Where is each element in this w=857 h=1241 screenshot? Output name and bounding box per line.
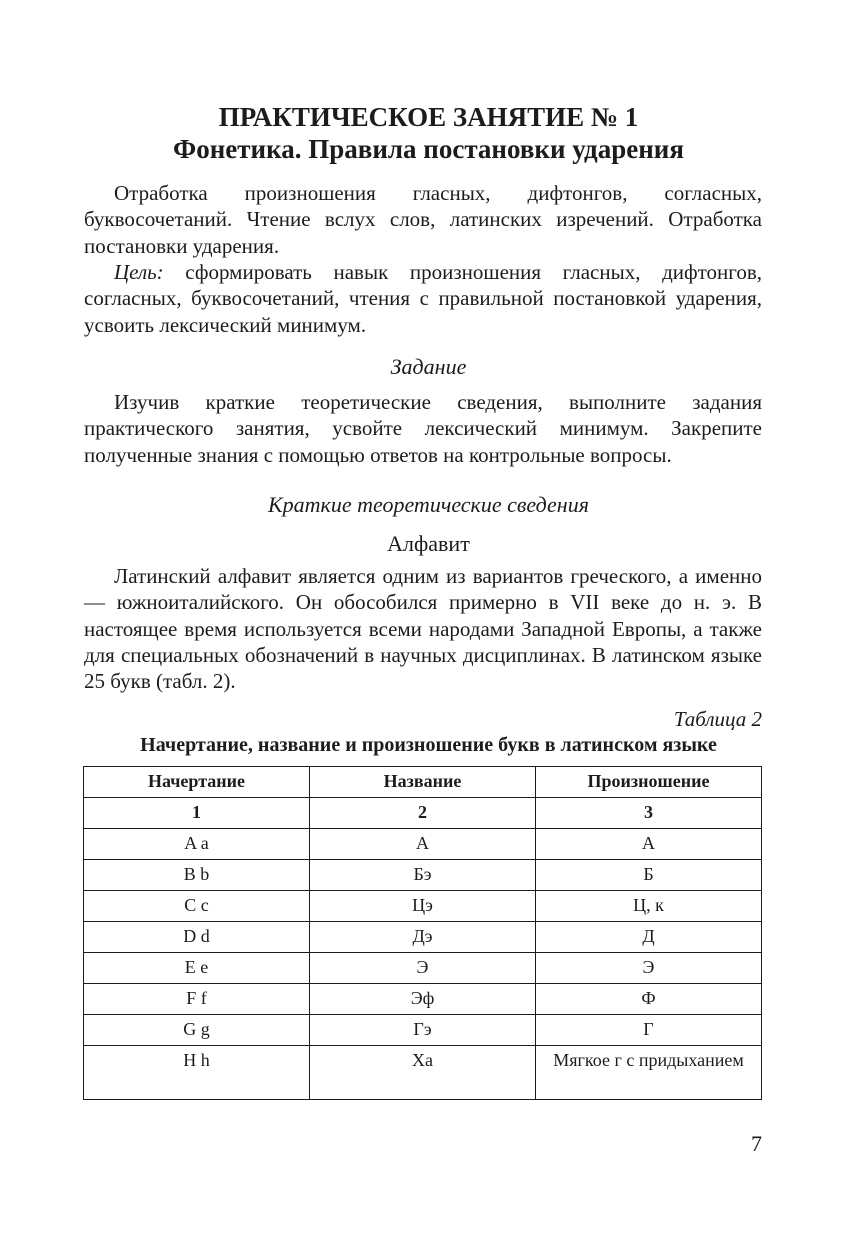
table-header-row: [84, 767, 762, 798]
table-cell: B b: [84, 860, 310, 891]
table-cell: Б: [536, 860, 762, 891]
page-subtitle: Фонетика. Правила постановки ударения: [173, 134, 684, 164]
table-cell: Эф: [310, 984, 536, 1015]
table-cell: Д: [536, 922, 762, 953]
table-row: [84, 891, 762, 922]
table-cell: Ц, к: [536, 891, 762, 922]
table-cell: F f: [84, 984, 310, 1015]
table-label: Таблица 2: [673, 707, 762, 731]
table-cell: D d: [84, 922, 310, 953]
table-cell: Ф: [536, 984, 762, 1015]
table-cell: Г: [536, 1015, 762, 1046]
table-cell: А: [536, 829, 762, 860]
table-cell: Дэ: [310, 922, 536, 953]
column-header: Начертание: [84, 767, 310, 798]
table-row: [84, 922, 762, 953]
column-number: 2: [310, 798, 536, 829]
table-cell: H h: [84, 1046, 310, 1100]
theory-heading: Краткие теоретические сведения: [268, 492, 589, 517]
alphabet-table: [83, 766, 762, 1100]
table-cell: A a: [84, 829, 310, 860]
table-cell: Бэ: [310, 860, 536, 891]
task-heading: Задание: [390, 354, 467, 379]
column-header: Название: [310, 767, 536, 798]
table-cell: Э: [310, 953, 536, 984]
goal-label: Цель:: [114, 260, 164, 284]
intro-paragraph: Отработка произношения гласных, дифтонгов, согласных, буквосочетаний. Чтение вслух слов, латинских изречений. Отработка постановки ударения.: [84, 181, 762, 258]
table-row: [84, 1015, 762, 1046]
column-number: 1: [84, 798, 310, 829]
table-cell: Ха: [310, 1046, 536, 1100]
alphabet-heading: Алфавит: [387, 531, 470, 556]
table-row: [84, 984, 762, 1015]
table-cell: Цэ: [310, 891, 536, 922]
column-number: 3: [536, 798, 762, 829]
table-cell: C c: [84, 891, 310, 922]
column-number-row: [84, 798, 762, 829]
table-row: [84, 953, 762, 984]
table-row: [84, 1046, 762, 1100]
table-cell: Гэ: [310, 1015, 536, 1046]
table-cell: E e: [84, 953, 310, 984]
table-cell: Мягкое г с придыханием: [536, 1046, 762, 1100]
table-cell: Э: [536, 953, 762, 984]
table-caption: Начертание, название и произношение букв в латинском языке: [140, 734, 717, 756]
task-paragraph: Изучив краткие теоретические сведения, выполните задания практического занятия, усвойте лексический минимум. Закрепите полученные знания с помощью ответов на контрольные вопросы.: [84, 390, 762, 467]
table-cell: G g: [84, 1015, 310, 1046]
alphabet-paragraph: Латинский алфавит является одним из вариантов греческого, а именно — южноиталийского. Он обособился примерно в VII веке до н. э. В настоящее время используется всеми народами Западной Европы, а также для специальных обозначений в научных дисциплинах. В латинском языке 25 букв (табл. 2).: [84, 564, 762, 694]
goal-paragraph: [84, 259, 762, 338]
page-number: 7: [751, 1131, 762, 1156]
goal-text: сформировать навык произношения гласных, дифтонгов, согласных, буквосочетаний, чтения с правильной постановкой ударения, усвоить лексический минимум.: [84, 260, 762, 337]
table-row: [84, 860, 762, 891]
table-cell: А: [310, 829, 536, 860]
column-header: Произношение: [536, 767, 762, 798]
table-row: [84, 829, 762, 860]
page-title: ПРАКТИЧЕСКОЕ ЗАНЯТИЕ № 1: [218, 102, 639, 132]
